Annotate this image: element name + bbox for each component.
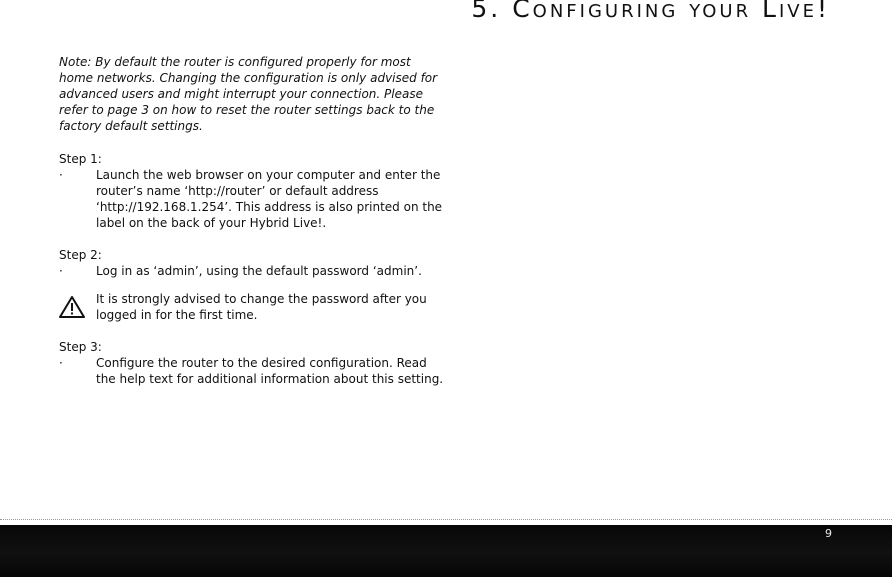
step-3-item xyxy=(59,355,444,387)
step-2-item xyxy=(59,263,444,279)
step-3-text: Configure the router to the desired configuration. Read the help text for additional information about this setting. xyxy=(96,356,444,386)
warning-icon xyxy=(59,291,96,323)
document-body xyxy=(59,54,444,387)
page-title: 5. Configuring your Live! xyxy=(471,0,830,23)
bullet: · xyxy=(59,356,63,370)
warning-text: It is strongly advised to change the password after you logged in for the first time. xyxy=(96,292,427,322)
step-3-heading: Step 3: xyxy=(59,340,102,354)
step-2-heading: Step 2: xyxy=(59,248,102,262)
note-paragraph: Note: By default the router is configured properly for most home networks. Changing the configuration is only advised for advanced users and might interrupt your connection. Please refer to page 3 on how to reset the router settings back to the factory default settings. xyxy=(59,55,438,133)
page-number: 9 xyxy=(825,527,832,540)
bullet: · xyxy=(59,168,63,182)
step-1-text: Launch the web browser on your computer and enter the router’s name ‘http://router’ or default address ‘http://192.168.1.254’. This address is also printed on the label on the back of your Hybrid Live!. xyxy=(96,168,443,230)
step-1-heading: Step 1: xyxy=(59,152,102,166)
step-2-text: Log in as ‘admin’, using the default password ‘admin’. xyxy=(96,264,422,278)
bullet: · xyxy=(59,264,63,278)
dotted-divider xyxy=(0,519,892,520)
footer-bar xyxy=(0,525,892,577)
step-1-item xyxy=(59,167,444,231)
warning-box xyxy=(59,291,444,323)
